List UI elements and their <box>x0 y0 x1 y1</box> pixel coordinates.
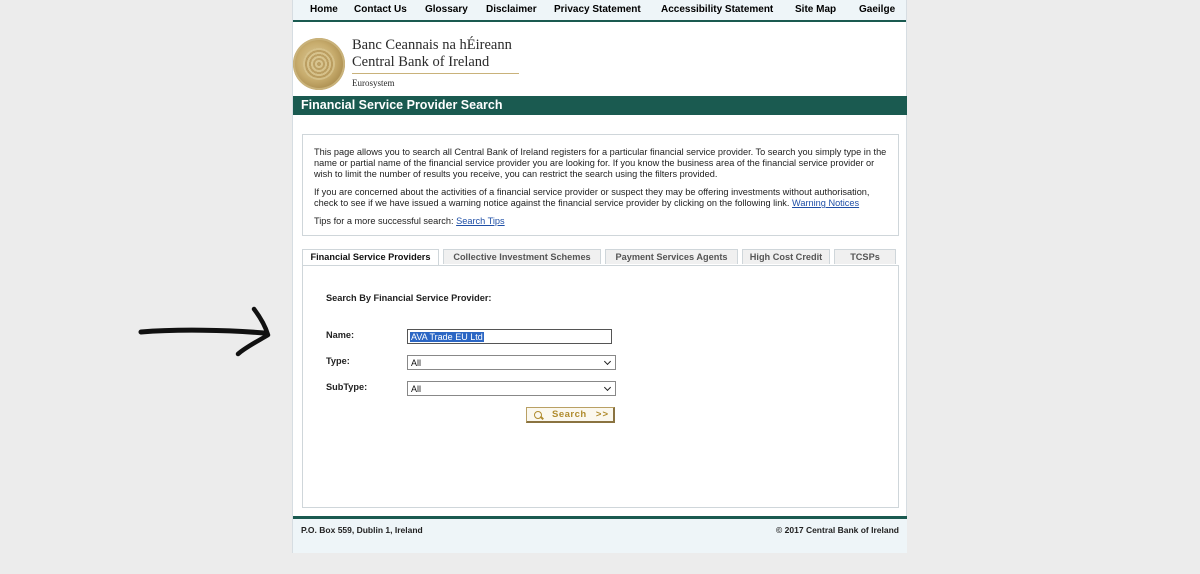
tips-text: Tips for a more successful search: <box>314 216 454 226</box>
name-input-value: AVA Trade EU Ltd <box>411 331 483 342</box>
type-select-value: All <box>411 357 422 368</box>
top-navigation <box>293 0 906 22</box>
name-input[interactable] <box>407 329 612 344</box>
tab-payment-services-agents[interactable]: Payment Services Agents <box>605 249 738 264</box>
tab-collective-investment-schemes[interactable]: Collective Investment Schemes <box>443 249 601 264</box>
footer-address: P.O. Box 559, Dublin 1, Ireland <box>301 525 423 535</box>
tab-financial-service-providers[interactable]: Financial Service Providers <box>302 249 439 266</box>
nav-site-map[interactable]: Site Map <box>795 4 837 15</box>
info-paragraph-2 <box>314 187 888 209</box>
subtype-select[interactable] <box>407 381 616 396</box>
chevron-down-icon <box>604 385 612 393</box>
search-heading: Search By Financial Service Provider: <box>326 293 492 303</box>
double-arrow-icon: >> <box>595 409 609 420</box>
search-button[interactable] <box>526 407 615 423</box>
magnifier-icon <box>534 411 542 419</box>
search-button-label: Search <box>552 409 587 420</box>
bank-name-english: Central Bank of Ireland <box>352 54 490 70</box>
chevron-down-icon <box>604 359 612 367</box>
page-title: Financial Service Provider Search <box>293 96 907 115</box>
warning-notices-link[interactable]: Warning Notices <box>792 198 860 208</box>
logo-divider <box>352 73 519 74</box>
nav-gaeilge[interactable]: Gaeilge <box>859 4 896 15</box>
eurosystem-label: Eurosystem <box>352 78 395 88</box>
tab-tcsps[interactable]: TCSPs <box>834 249 896 264</box>
nav-privacy-statement[interactable]: Privacy Statement <box>554 4 641 15</box>
bank-name-irish: Banc Ceannais na hÉireann <box>352 37 512 53</box>
footer <box>293 516 907 553</box>
search-panel <box>302 265 899 508</box>
central-bank-seal-icon <box>293 38 345 90</box>
info-box <box>302 134 899 236</box>
search-tips-link[interactable]: Search Tips <box>456 216 505 226</box>
info-tips <box>314 216 888 227</box>
info-paragraph-2-text: If you are concerned about the activities of a financial service provider or suspect they may be offering investments without authorisation, check to see if we have issued a warning notice against the financial service provider by clicking on the following link. <box>314 187 870 208</box>
nav-disclaimer[interactable]: Disclaimer <box>486 4 537 15</box>
nav-glossary[interactable]: Glossary <box>425 4 468 15</box>
page-container <box>292 0 907 553</box>
info-paragraph-1: This page allows you to search all Central Bank of Ireland registers for a particular financial service provider. To search you simply type in the name or partial name of the financial service provider you are looking for. If you know the business area of the financial service provider or wish to limit the number of results you receive, you can restrict the search using the filters provided. <box>314 147 887 179</box>
nav-home[interactable]: Home <box>310 4 338 15</box>
type-label: Type: <box>326 356 350 366</box>
nav-contact-us[interactable]: Contact Us <box>354 4 407 15</box>
type-select[interactable] <box>407 355 616 370</box>
tab-high-cost-credit[interactable]: High Cost Credit <box>742 249 830 264</box>
nav-accessibility-statement[interactable]: Accessibility Statement <box>661 4 774 15</box>
subtype-select-value: All <box>411 383 422 394</box>
subtype-label: SubType: <box>326 382 368 392</box>
annotation-arrow <box>138 303 272 359</box>
name-label: Name: <box>326 330 355 340</box>
footer-copyright: © 2017 Central Bank of Ireland <box>776 525 899 535</box>
